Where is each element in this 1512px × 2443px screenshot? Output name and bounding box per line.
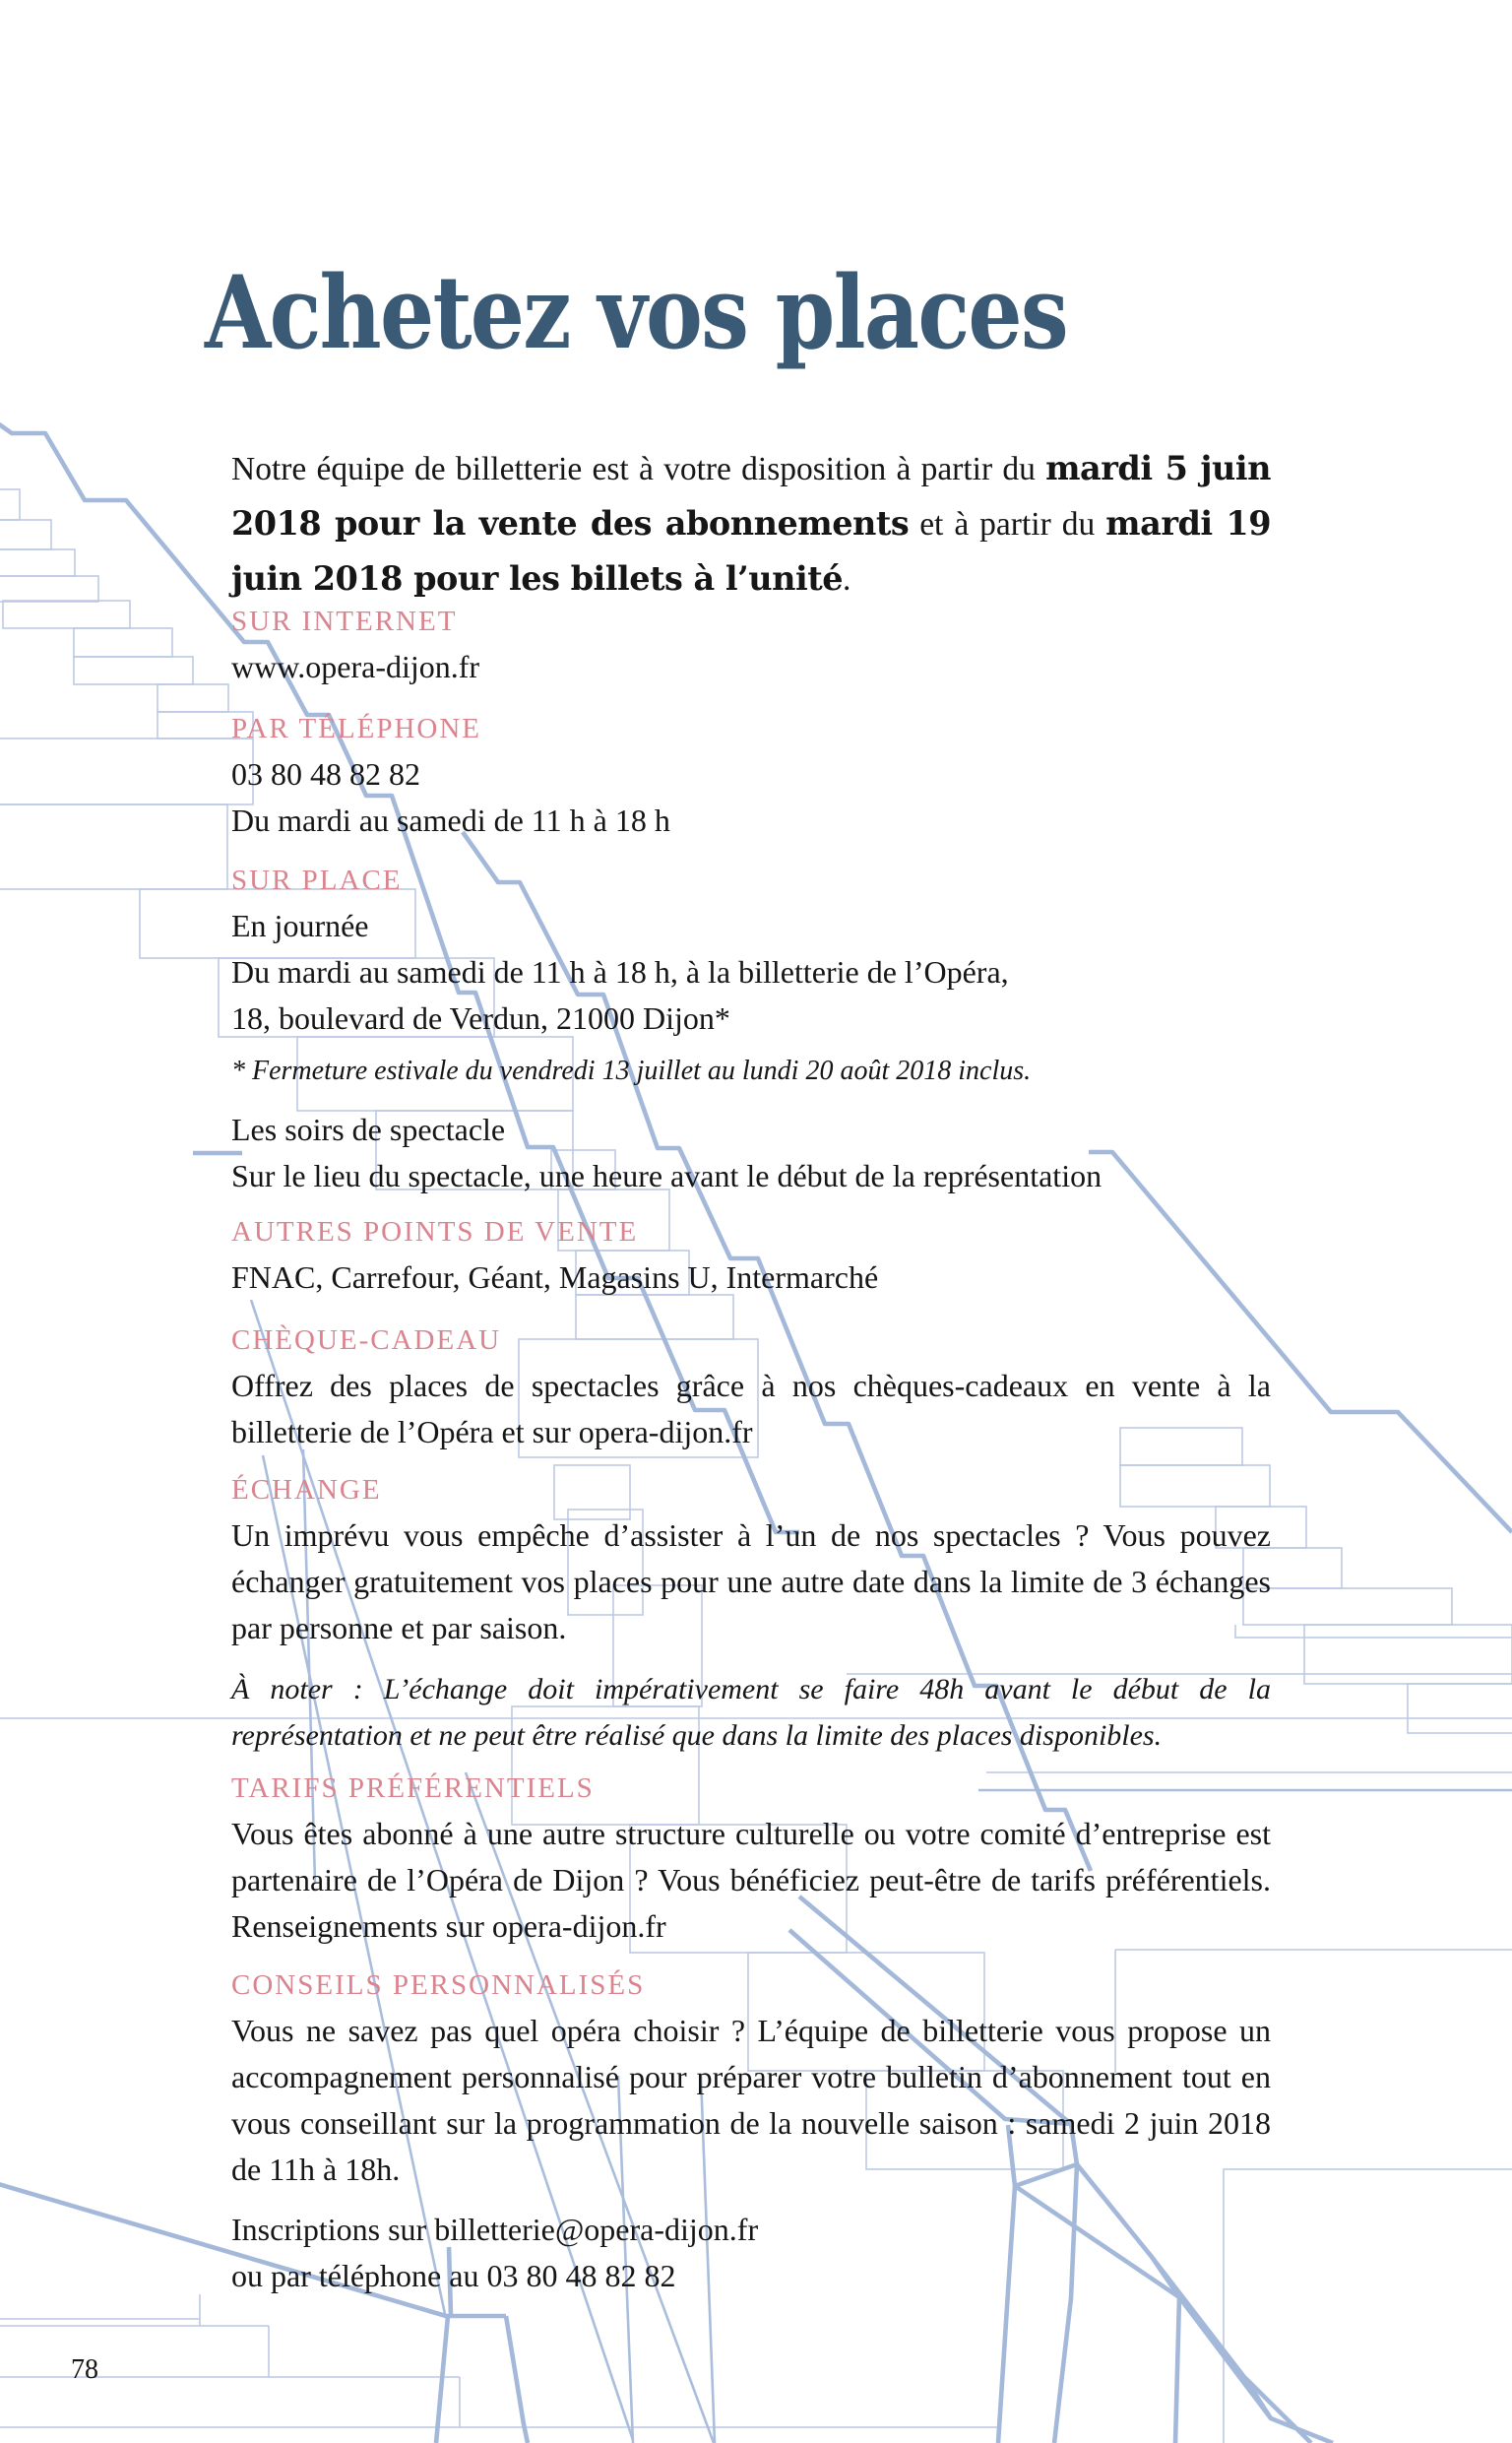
intro-paragraph bbox=[231, 441, 1271, 607]
section-heading-internet: SUR INTERNET bbox=[231, 606, 458, 637]
section-onsite bbox=[231, 866, 1271, 1199]
preferential-rates-paragraph: Vous êtes abonné à une autre structure culturelle ou votre comité d’entreprise est partenaire de l’Opéra de Dijon ? Vous bénéficiez peut-être de tarifs préférentiels. Renseignements sur opera-dijon.fr bbox=[231, 1816, 1271, 1944]
exchange-note: À noter : L’échange doit impérativement se faire 48h avant le début de la représentation et ne peut être réalisé que dans la limite des places disponibles. bbox=[231, 1673, 1271, 1752]
section-phone bbox=[231, 714, 1271, 844]
section-preferential-rates bbox=[231, 1773, 1271, 1950]
advice-contact-phone: ou par téléphone au 03 80 48 82 82 bbox=[231, 2258, 676, 2293]
advice-contact-block bbox=[231, 2207, 1271, 2299]
section-internet bbox=[231, 607, 1271, 690]
page-content bbox=[231, 441, 1271, 2299]
section-personal-advice bbox=[231, 1970, 1271, 2299]
outlets-list: FNAC, Carrefour, Géant, Magasins U, Intermarché bbox=[231, 1259, 879, 1295]
phone-hours: Du mardi au samedi de 11 h à 18 h bbox=[231, 803, 670, 838]
website-url: www.opera-dijon.fr bbox=[231, 649, 480, 684]
onsite-daytime-hours: Du mardi au samedi de 11 h à 18 h, à la billetterie de l’Opéra, bbox=[231, 954, 1009, 990]
section-exchange bbox=[231, 1475, 1271, 1759]
gift-voucher-paragraph: Offrez des places de spectacles grâce à nos chèques-cadeaux en vente à la billetterie de l’Opéra et sur opera-dijon.fr bbox=[231, 1368, 1271, 1449]
advice-contact-email: Inscriptions sur billetterie@opera-dijon.fr bbox=[231, 2212, 759, 2247]
section-heading-preferential-rates: TARIFS PRÉFÉRENTIELS bbox=[231, 1772, 595, 1804]
section-heading-other-outlets: AUTRES POINTS DE VENTE bbox=[231, 1216, 639, 1248]
section-heading-exchange: ÉCHANGE bbox=[231, 1474, 382, 1506]
section-gift-voucher bbox=[231, 1325, 1271, 1455]
section-other-outlets bbox=[231, 1217, 1271, 1301]
intro-bold-single-ticket-date: mardi 19 juin 2018 pour les billets à l’unité bbox=[231, 504, 1272, 598]
exchange-paragraph: Un imprévu vous empêche d’assister à l’un de nos spectacles ? Vous pouvez échanger gratuitement vos places pour une autre date dans la limite de 3 échanges par personne et par saison. bbox=[231, 1517, 1271, 1645]
onsite-daytime-label: En journée bbox=[231, 908, 369, 943]
onsite-evening-block bbox=[231, 1107, 1271, 1199]
onsite-evening-line: Sur le lieu du spectacle, une heure avant le début de la représentation bbox=[231, 1158, 1102, 1193]
section-heading-personal-advice: CONSEILS PERSONNALISÉS bbox=[231, 1969, 646, 2001]
intro-text-end: . bbox=[843, 561, 851, 598]
intro-text-mid: et à partir du bbox=[909, 506, 1106, 543]
onsite-evening-label: Les soirs de spectacle bbox=[231, 1112, 506, 1147]
section-heading-onsite: SUR PLACE bbox=[231, 865, 403, 896]
intro-text: Notre équipe de billetterie est à votre disposition à partir du bbox=[231, 451, 1046, 487]
section-heading-gift-voucher: CHÈQUE-CADEAU bbox=[231, 1324, 502, 1356]
onsite-address: 18, boulevard de Verdun, 21000 Dijon* bbox=[231, 1000, 730, 1036]
summer-closure-footnote: * Fermeture estivale du vendredi 13 juillet au lundi 20 août 2018 inclus. bbox=[231, 1056, 1032, 1086]
page-number: 78 bbox=[71, 2354, 98, 2385]
intro-bold-subscription-date: mardi 5 juin 2018 pour la vente des abonnements bbox=[231, 449, 1271, 543]
page-title: Achetez vos places bbox=[205, 254, 1067, 372]
personal-advice-paragraph: Vous ne savez pas quel opéra choisir ? L’équipe de billetterie vous propose un accompagnement personnalisé pour préparer votre bulletin d’abonnement tout en vous conseillant sur la programmation de la nouvelle saison : samedi 2 juin 2018 de 11h à 18h. bbox=[231, 2013, 1271, 2187]
section-heading-phone: PAR TÉLÉPHONE bbox=[231, 713, 482, 744]
phone-number: 03 80 48 82 82 bbox=[231, 756, 420, 792]
